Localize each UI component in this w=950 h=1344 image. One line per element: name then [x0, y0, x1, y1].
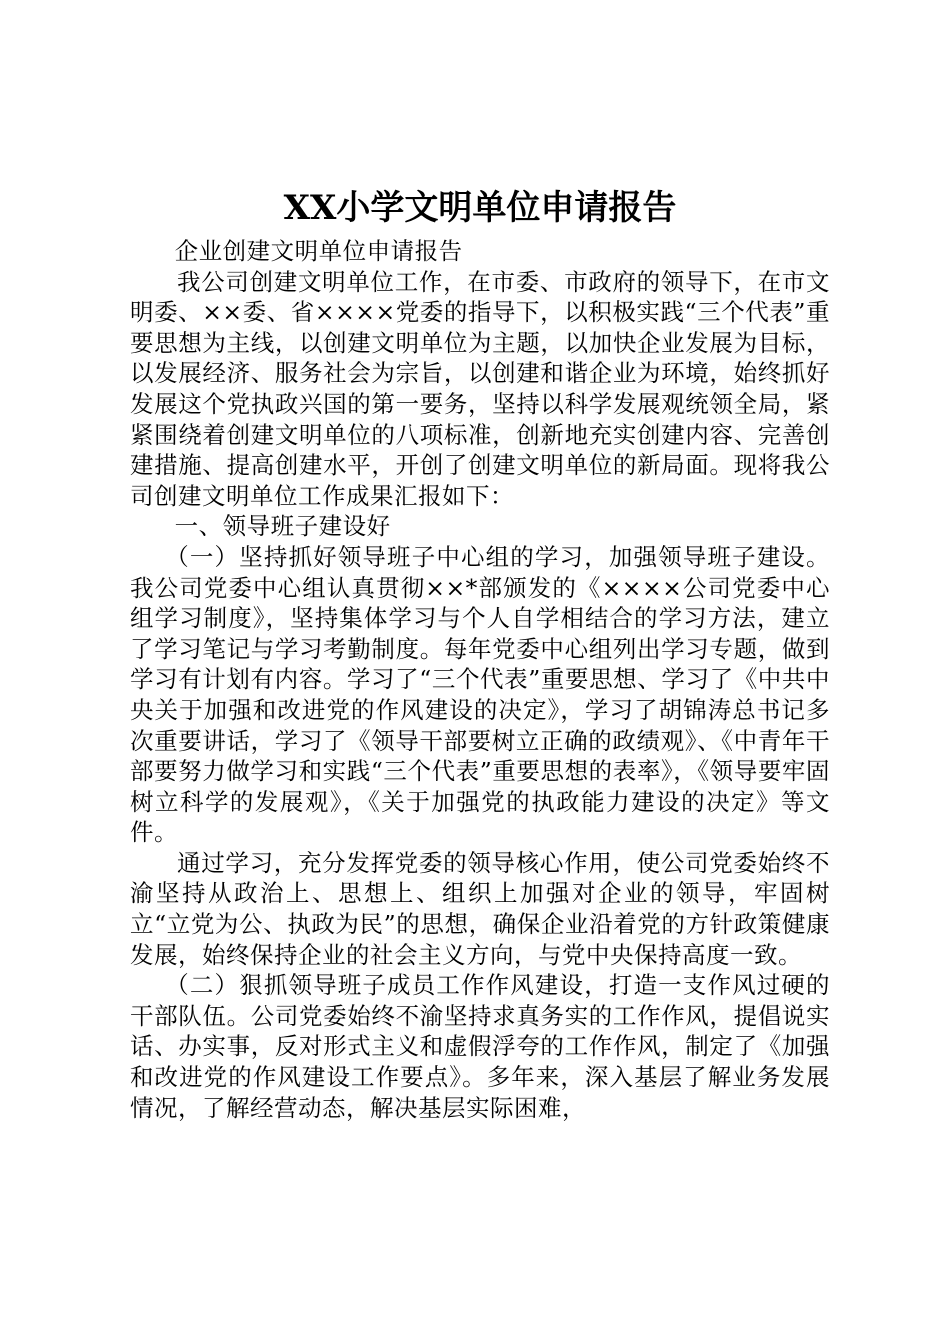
document-body	[130, 236, 830, 1123]
section-heading: 一、领导班子建设好	[174, 512, 391, 541]
document-subtitle: 企业创建文明单位申请报告	[174, 237, 463, 265]
paragraph-result: 通过学习，充分发挥党委的领导核心作用，使公司党委始终不渝坚持从政治上、思想上、组织上加强对企业的领导，牢固树立“立党为公、执政为民”的思想，确保企业沿着党的方针政策健康发展，始终保持企业的社会主义方向，与党中央保持高度一致。	[130, 848, 830, 969]
paragraph-intro: 我公司创建文明单位工作，在市委、市政府的领导下，在市文明委、××委、省××××党委的指导下，以积极实践“三个代表”重要思想为主线，以创建文明单位为主题，以加快企业发展为目标，以发展经济、服务社会为宗旨，以创建和谐企业为环境，始终抓好发展这个党执政兴国的第一要务，坚持以科学发展观统领全局，紧紧围绕着创建文明单位的八项标准，创新地充实创建内容、完善创建措施、提高创建水平，开创了创建文明单位的新局面。现将我公司创建文明单位工作成果汇报如下：	[130, 267, 830, 510]
document-title: XX小学文明单位申请报告	[283, 188, 677, 228]
paragraph-style: （二）狠抓领导班子成员工作作风建设，打造一支作风过硬的干部队伍。公司党委始终不渝坚持求真务实的工作作风，提倡说实话、办实事，反对形式主义和虚假浮夸的工作作风，制定了《加强和改进党的作风建设工作要点》。多年来，深入基层了解业务发展情况，了解经营动态，解决基层实际困难，	[130, 971, 830, 1122]
paragraph-study: （一）坚持抓好领导班子中心组的学习，加强领导班子建设。我公司党委中心组认真贯彻××*部颁发的《××××公司党委中心组学习制度》，坚持集体学习与个人自学相结合的学习方法，建立了学习笔记与学习考勤制度。每年党委中心组列出学习专题，做到学习有计划有内容。学习了“三个代表”重要思想、学习了《中共中央关于加强和改进党的作风建设的决定》，学习了胡锦涛总书记多次重要讲话，学习了《领导干部要树立正确的政绩观》、《中青年干部要努力做学习和实践“三个代表”重要思想的表率》，《领导要牢固树立科学的发展观》，《关于加强党的执政能力建设的决定》等文件。	[130, 542, 830, 847]
